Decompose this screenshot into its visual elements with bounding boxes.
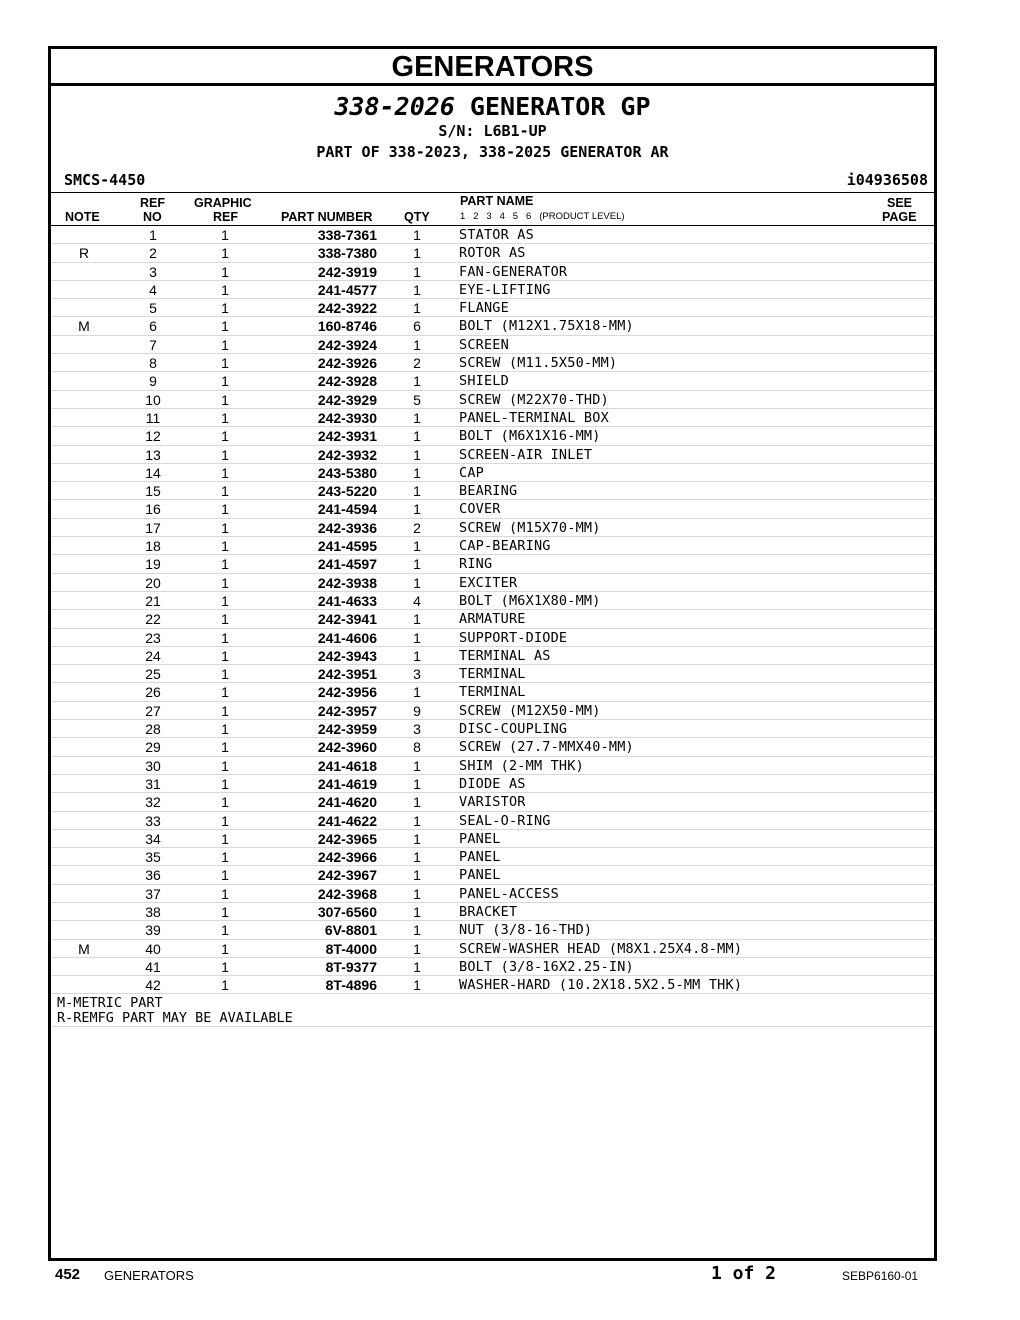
table-row bbox=[51, 738, 934, 756]
row-ref-no: 21 bbox=[145, 592, 161, 609]
row-graphic-ref: 1 bbox=[221, 446, 229, 463]
header-part-name: PART NAME bbox=[460, 194, 534, 208]
row-graphic-ref: 1 bbox=[221, 812, 229, 829]
row-part-name: BRACKET bbox=[459, 903, 518, 920]
row-part-number: 242-3922 bbox=[317, 300, 377, 317]
row-ref-no: 8 bbox=[149, 355, 157, 372]
row-part-number: 242-3951 bbox=[317, 666, 377, 683]
row-part-number: 242-3931 bbox=[317, 428, 377, 445]
row-part-name: PANEL-ACCESS bbox=[459, 885, 559, 902]
row-ref-no: 3 bbox=[149, 263, 157, 280]
row-graphic-ref: 1 bbox=[221, 721, 229, 738]
table-row bbox=[51, 610, 934, 628]
table-row bbox=[51, 629, 934, 647]
row-part-name: ARMATURE bbox=[459, 611, 526, 628]
group-name: GENERATOR GP bbox=[469, 92, 651, 121]
row-part-number: 8T-4000 bbox=[325, 940, 377, 957]
row-ref-no: 41 bbox=[145, 958, 161, 975]
row-ref-no: 19 bbox=[145, 556, 161, 573]
note-remfg: R-REMFG PART MAY BE AVAILABLE bbox=[57, 1010, 293, 1027]
row-part-number: 243-5220 bbox=[317, 483, 377, 500]
row-ref-no: 22 bbox=[145, 611, 161, 628]
row-graphic-ref: 1 bbox=[221, 227, 229, 243]
row-part-number: 242-3968 bbox=[317, 885, 377, 902]
row-ref-no: 26 bbox=[145, 684, 161, 701]
row-graphic-ref: 1 bbox=[221, 300, 229, 317]
row-ref-no: 2 bbox=[149, 245, 157, 262]
row-part-name: BOLT (M12X1.75X18-MM) bbox=[459, 318, 634, 335]
row-ref-no: 23 bbox=[145, 629, 161, 646]
row-qty: 1 bbox=[413, 940, 421, 957]
table-row bbox=[51, 866, 934, 884]
footer-section: GENERATORS bbox=[104, 1268, 194, 1283]
parts-table bbox=[51, 226, 934, 994]
row-part-number: 242-3924 bbox=[317, 336, 377, 353]
row-graphic-ref: 1 bbox=[221, 538, 229, 555]
table-row bbox=[51, 574, 934, 592]
row-graphic-ref: 1 bbox=[221, 318, 229, 335]
row-part-number: 241-4597 bbox=[317, 556, 377, 573]
row-qty: 3 bbox=[413, 666, 421, 683]
row-ref-no: 24 bbox=[145, 647, 161, 664]
row-ref-no: 34 bbox=[145, 830, 161, 847]
row-graphic-ref: 1 bbox=[221, 903, 229, 920]
row-part-number: 307-6560 bbox=[317, 903, 377, 920]
table-row bbox=[51, 500, 934, 518]
row-part-name: VARISTOR bbox=[459, 794, 526, 811]
row-ref-no: 4 bbox=[149, 281, 157, 298]
row-part-number: 241-4618 bbox=[317, 757, 377, 774]
group-number: 338-2026 bbox=[334, 92, 455, 121]
row-graphic-ref: 1 bbox=[221, 739, 229, 756]
row-ref-no: 7 bbox=[149, 336, 157, 353]
table-row bbox=[51, 885, 934, 903]
row-graphic-ref: 1 bbox=[221, 684, 229, 701]
row-graphic-ref: 1 bbox=[221, 885, 229, 902]
table-row bbox=[51, 757, 934, 775]
row-part-number: 338-7380 bbox=[317, 245, 377, 262]
row-qty: 1 bbox=[413, 903, 421, 920]
row-part-name: EYE-LIFTING bbox=[459, 281, 551, 298]
row-part-name: TERMINAL AS bbox=[459, 647, 551, 664]
row-qty: 1 bbox=[413, 538, 421, 555]
table-row bbox=[51, 537, 934, 555]
row-graphic-ref: 1 bbox=[221, 611, 229, 628]
row-part-number: 242-3967 bbox=[317, 867, 377, 884]
row-part-number: 241-4620 bbox=[317, 794, 377, 811]
row-note: M bbox=[78, 940, 90, 957]
row-graphic-ref: 1 bbox=[221, 958, 229, 975]
header-ref-1: REF bbox=[140, 196, 165, 210]
table-row bbox=[51, 446, 934, 464]
table-row bbox=[51, 317, 934, 335]
row-graphic-ref: 1 bbox=[221, 849, 229, 866]
row-part-name: PANEL bbox=[459, 849, 501, 866]
row-graphic-ref: 1 bbox=[221, 263, 229, 280]
row-graphic-ref: 1 bbox=[221, 794, 229, 811]
row-qty: 1 bbox=[413, 446, 421, 463]
row-qty: 5 bbox=[413, 391, 421, 408]
row-qty: 4 bbox=[413, 592, 421, 609]
row-part-name: CAP-BEARING bbox=[459, 538, 551, 555]
row-part-name: BEARING bbox=[459, 483, 518, 500]
row-ref-no: 30 bbox=[145, 757, 161, 774]
row-part-name: CAP bbox=[459, 464, 484, 481]
row-ref-no: 40 bbox=[145, 940, 161, 957]
row-graphic-ref: 1 bbox=[221, 775, 229, 792]
row-part-number: 242-3943 bbox=[317, 647, 377, 664]
row-part-name: NUT (3/8-16-THD) bbox=[459, 922, 593, 939]
row-part-name: SHIM (2-MM THK) bbox=[459, 757, 584, 774]
row-part-number: 242-3959 bbox=[317, 721, 377, 738]
page-frame bbox=[48, 46, 937, 1261]
row-part-number: 160-8746 bbox=[317, 318, 377, 335]
row-part-name: SCREEN bbox=[459, 336, 509, 353]
row-qty: 1 bbox=[413, 611, 421, 628]
row-graphic-ref: 1 bbox=[221, 647, 229, 664]
row-part-name: STATOR AS bbox=[459, 227, 534, 243]
row-ref-no: 25 bbox=[145, 666, 161, 683]
row-part-number: 241-4619 bbox=[317, 775, 377, 792]
row-graphic-ref: 1 bbox=[221, 519, 229, 536]
row-part-number: 242-3919 bbox=[317, 263, 377, 280]
row-qty: 1 bbox=[413, 227, 421, 243]
row-part-number: 243-5380 bbox=[317, 464, 377, 481]
row-qty: 1 bbox=[413, 647, 421, 664]
row-part-number: 242-3966 bbox=[317, 849, 377, 866]
row-part-number: 242-3926 bbox=[317, 355, 377, 372]
row-graphic-ref: 1 bbox=[221, 245, 229, 262]
row-graphic-ref: 1 bbox=[221, 830, 229, 847]
row-ref-no: 29 bbox=[145, 739, 161, 756]
header-see-2: PAGE bbox=[882, 210, 917, 224]
row-graphic-ref: 1 bbox=[221, 556, 229, 573]
table-row bbox=[51, 299, 934, 317]
row-qty: 1 bbox=[413, 300, 421, 317]
header-ref-2: NO bbox=[143, 210, 162, 224]
row-part-number: 241-4622 bbox=[317, 812, 377, 829]
row-graphic-ref: 1 bbox=[221, 336, 229, 353]
note-metric: M-METRIC PART bbox=[57, 995, 163, 1012]
row-ref-no: 6 bbox=[149, 318, 157, 335]
row-graphic-ref: 1 bbox=[221, 702, 229, 719]
footer-page-number: 452 bbox=[55, 1266, 81, 1283]
table-row bbox=[51, 848, 934, 866]
row-ref-no: 10 bbox=[145, 391, 161, 408]
row-qty: 1 bbox=[413, 336, 421, 353]
header-graphic-2: REF bbox=[213, 210, 238, 224]
row-qty: 9 bbox=[413, 702, 421, 719]
row-qty: 1 bbox=[413, 977, 421, 994]
table-row bbox=[51, 391, 934, 409]
row-graphic-ref: 1 bbox=[221, 391, 229, 408]
row-ref-no: 36 bbox=[145, 867, 161, 884]
row-part-number: 242-3929 bbox=[317, 391, 377, 408]
header-note: NOTE bbox=[65, 210, 100, 224]
footer-page-of: 1 of 2 bbox=[711, 1263, 777, 1284]
row-graphic-ref: 1 bbox=[221, 666, 229, 683]
row-qty: 1 bbox=[413, 849, 421, 866]
row-part-number: 242-3938 bbox=[317, 574, 377, 591]
row-qty: 1 bbox=[413, 775, 421, 792]
row-part-number: 242-3930 bbox=[317, 409, 377, 426]
row-ref-no: 39 bbox=[145, 922, 161, 939]
row-graphic-ref: 1 bbox=[221, 592, 229, 609]
row-note: R bbox=[78, 245, 90, 262]
table-row bbox=[51, 702, 934, 720]
row-part-name: PANEL bbox=[459, 830, 501, 847]
row-qty: 1 bbox=[413, 483, 421, 500]
row-graphic-ref: 1 bbox=[221, 757, 229, 774]
section-title: GENERATORS bbox=[51, 49, 934, 86]
table-row bbox=[51, 812, 934, 830]
row-ref-no: 37 bbox=[145, 885, 161, 902]
row-ref-no: 31 bbox=[145, 775, 161, 792]
table-row bbox=[51, 372, 934, 390]
row-note: M bbox=[78, 318, 90, 335]
row-part-name: SCREEN-AIR INLET bbox=[459, 446, 593, 463]
row-qty: 2 bbox=[413, 519, 421, 536]
row-part-name: SCREW (27.7-MMX40-MM) bbox=[459, 739, 634, 756]
table-row bbox=[51, 427, 934, 445]
table-row bbox=[51, 720, 934, 738]
row-ref-no: 9 bbox=[149, 373, 157, 390]
row-ref-no: 15 bbox=[145, 483, 161, 500]
row-part-name: COVER bbox=[459, 501, 501, 518]
row-part-number: 241-4606 bbox=[317, 629, 377, 646]
row-part-number: 242-3928 bbox=[317, 373, 377, 390]
row-ref-no: 18 bbox=[145, 538, 161, 555]
row-ref-no: 13 bbox=[145, 446, 161, 463]
row-graphic-ref: 1 bbox=[221, 501, 229, 518]
row-part-number: 241-4594 bbox=[317, 501, 377, 518]
table-row bbox=[51, 921, 934, 939]
table-row bbox=[51, 336, 934, 354]
row-qty: 1 bbox=[413, 464, 421, 481]
row-ref-no: 12 bbox=[145, 428, 161, 445]
row-part-name: SUPPORT-DIODE bbox=[459, 629, 568, 646]
table-row bbox=[51, 226, 934, 244]
row-ref-no: 5 bbox=[149, 300, 157, 317]
table-row bbox=[51, 793, 934, 811]
row-qty: 8 bbox=[413, 739, 421, 756]
row-graphic-ref: 1 bbox=[221, 922, 229, 939]
row-part-number: 242-3932 bbox=[317, 446, 377, 463]
row-part-name: FAN-GENERATOR bbox=[459, 263, 568, 280]
row-graphic-ref: 1 bbox=[221, 373, 229, 390]
row-ref-no: 14 bbox=[145, 464, 161, 481]
row-qty: 1 bbox=[413, 373, 421, 390]
table-row bbox=[51, 683, 934, 701]
table-row bbox=[51, 482, 934, 500]
table-row bbox=[51, 830, 934, 848]
serial-number: S/N: L6B1-UP bbox=[438, 122, 547, 140]
row-graphic-ref: 1 bbox=[221, 629, 229, 646]
row-part-number: 242-3960 bbox=[317, 739, 377, 756]
row-qty: 6 bbox=[413, 318, 421, 335]
row-graphic-ref: 1 bbox=[221, 483, 229, 500]
row-graphic-ref: 1 bbox=[221, 464, 229, 481]
row-part-name: SCREW (M11.5X50-MM) bbox=[459, 355, 618, 372]
row-part-name: RING bbox=[459, 556, 493, 573]
row-ref-no: 35 bbox=[145, 849, 161, 866]
header-graphic-1: GRAPHIC bbox=[194, 196, 252, 210]
row-part-name: DIODE AS bbox=[459, 775, 526, 792]
row-part-number: 242-3936 bbox=[317, 519, 377, 536]
table-row bbox=[51, 263, 934, 281]
row-part-name: SHIELD bbox=[459, 373, 509, 390]
table-row bbox=[51, 464, 934, 482]
footer-doc-id: SEBP6160-01 bbox=[842, 1269, 919, 1283]
group-title bbox=[51, 92, 934, 122]
row-part-number: 241-4577 bbox=[317, 281, 377, 298]
row-part-name: SCREW (M22X70-THD) bbox=[459, 391, 609, 408]
row-part-number: 242-3956 bbox=[317, 684, 377, 701]
row-graphic-ref: 1 bbox=[221, 281, 229, 298]
table-row bbox=[51, 281, 934, 299]
row-qty: 1 bbox=[413, 684, 421, 701]
illustration-id: i04936508 bbox=[846, 171, 928, 189]
header-part-number: PART NUMBER bbox=[281, 210, 373, 224]
row-qty: 1 bbox=[413, 867, 421, 884]
page-footer bbox=[0, 1264, 1020, 1288]
row-qty: 1 bbox=[413, 574, 421, 591]
row-part-number: 338-7361 bbox=[317, 227, 377, 243]
table-row bbox=[51, 775, 934, 793]
row-qty: 1 bbox=[413, 812, 421, 829]
table-header bbox=[51, 193, 934, 226]
row-part-name: PANEL bbox=[459, 867, 501, 884]
row-part-name: ROTOR AS bbox=[459, 245, 526, 262]
row-part-name: WASHER-HARD (10.2X18.5X2.5-MM THK) bbox=[459, 977, 743, 994]
row-qty: 1 bbox=[413, 409, 421, 426]
row-ref-no: 16 bbox=[145, 501, 161, 518]
row-ref-no: 1 bbox=[149, 227, 157, 243]
row-qty: 1 bbox=[413, 556, 421, 573]
row-part-name: SCREW (M12X50-MM) bbox=[459, 702, 601, 719]
header-qty: QTY bbox=[404, 210, 430, 224]
row-qty: 2 bbox=[413, 355, 421, 372]
row-part-number: 241-4633 bbox=[317, 592, 377, 609]
row-part-name: FLANGE bbox=[459, 300, 509, 317]
row-qty: 1 bbox=[413, 830, 421, 847]
row-part-number: 242-3941 bbox=[317, 611, 377, 628]
row-part-name: BOLT (M6X1X16-MM) bbox=[459, 428, 601, 445]
table-row bbox=[51, 244, 934, 262]
row-graphic-ref: 1 bbox=[221, 574, 229, 591]
table-row bbox=[51, 940, 934, 958]
row-graphic-ref: 1 bbox=[221, 940, 229, 957]
row-qty: 1 bbox=[413, 428, 421, 445]
table-row bbox=[51, 665, 934, 683]
row-part-name: EXCITER bbox=[459, 574, 518, 591]
row-ref-no: 17 bbox=[145, 519, 161, 536]
row-part-number: 8T-9377 bbox=[325, 958, 377, 975]
row-graphic-ref: 1 bbox=[221, 867, 229, 884]
row-part-name: SCREW (M15X70-MM) bbox=[459, 519, 601, 536]
table-row bbox=[51, 555, 934, 573]
row-ref-no: 38 bbox=[145, 903, 161, 920]
row-part-name: DISC-COUPLING bbox=[459, 721, 568, 738]
row-qty: 1 bbox=[413, 501, 421, 518]
row-ref-no: 42 bbox=[145, 977, 161, 994]
row-part-number: 242-3965 bbox=[317, 830, 377, 847]
table-row bbox=[51, 592, 934, 610]
row-part-name: SCREW-WASHER HEAD (M8X1.25X4.8-MM) bbox=[459, 940, 743, 957]
row-part-name: SEAL-O-RING bbox=[459, 812, 551, 829]
row-graphic-ref: 1 bbox=[221, 977, 229, 994]
table-row bbox=[51, 647, 934, 665]
row-part-number: 8T-4896 bbox=[325, 977, 377, 994]
header-product-level: 1 2 3 4 5 6 (PRODUCT LEVEL) bbox=[460, 211, 625, 222]
row-part-name: BOLT (M6X1X80-MM) bbox=[459, 592, 601, 609]
row-qty: 1 bbox=[413, 922, 421, 939]
row-part-number: 6V-8801 bbox=[324, 922, 377, 939]
row-qty: 1 bbox=[413, 757, 421, 774]
table-row bbox=[51, 976, 934, 994]
row-qty: 1 bbox=[413, 281, 421, 298]
row-qty: 1 bbox=[413, 245, 421, 262]
part-of: PART OF 338-2023, 338-2025 GENERATOR AR bbox=[316, 143, 669, 161]
row-graphic-ref: 1 bbox=[221, 355, 229, 372]
table-row bbox=[51, 903, 934, 921]
row-ref-no: 27 bbox=[145, 702, 161, 719]
row-qty: 1 bbox=[413, 958, 421, 975]
row-qty: 3 bbox=[413, 721, 421, 738]
row-part-number: 242-3957 bbox=[317, 702, 377, 719]
table-row bbox=[51, 519, 934, 537]
row-qty: 1 bbox=[413, 263, 421, 280]
row-part-name: TERMINAL bbox=[459, 666, 526, 683]
row-qty: 1 bbox=[413, 629, 421, 646]
smcs-code: SMCS-4450 bbox=[64, 171, 146, 189]
header-see-1: SEE bbox=[887, 196, 913, 210]
row-ref-no: 28 bbox=[145, 721, 161, 738]
row-part-number: 241-4595 bbox=[317, 538, 377, 555]
row-qty: 1 bbox=[413, 794, 421, 811]
table-row bbox=[51, 354, 934, 372]
row-graphic-ref: 1 bbox=[221, 409, 229, 426]
row-part-name: PANEL-TERMINAL BOX bbox=[459, 409, 609, 426]
row-ref-no: 33 bbox=[145, 812, 161, 829]
row-ref-no: 20 bbox=[145, 574, 161, 591]
row-qty: 1 bbox=[413, 885, 421, 902]
row-part-name: BOLT (3/8-16X2.25-IN) bbox=[459, 958, 634, 975]
table-row bbox=[51, 409, 934, 427]
meta-row bbox=[51, 170, 934, 193]
notes-block bbox=[51, 994, 934, 1027]
row-ref-no: 32 bbox=[145, 794, 161, 811]
table-row bbox=[51, 958, 934, 976]
row-part-name: TERMINAL bbox=[459, 684, 526, 701]
row-ref-no: 11 bbox=[145, 409, 161, 426]
row-graphic-ref: 1 bbox=[221, 428, 229, 445]
